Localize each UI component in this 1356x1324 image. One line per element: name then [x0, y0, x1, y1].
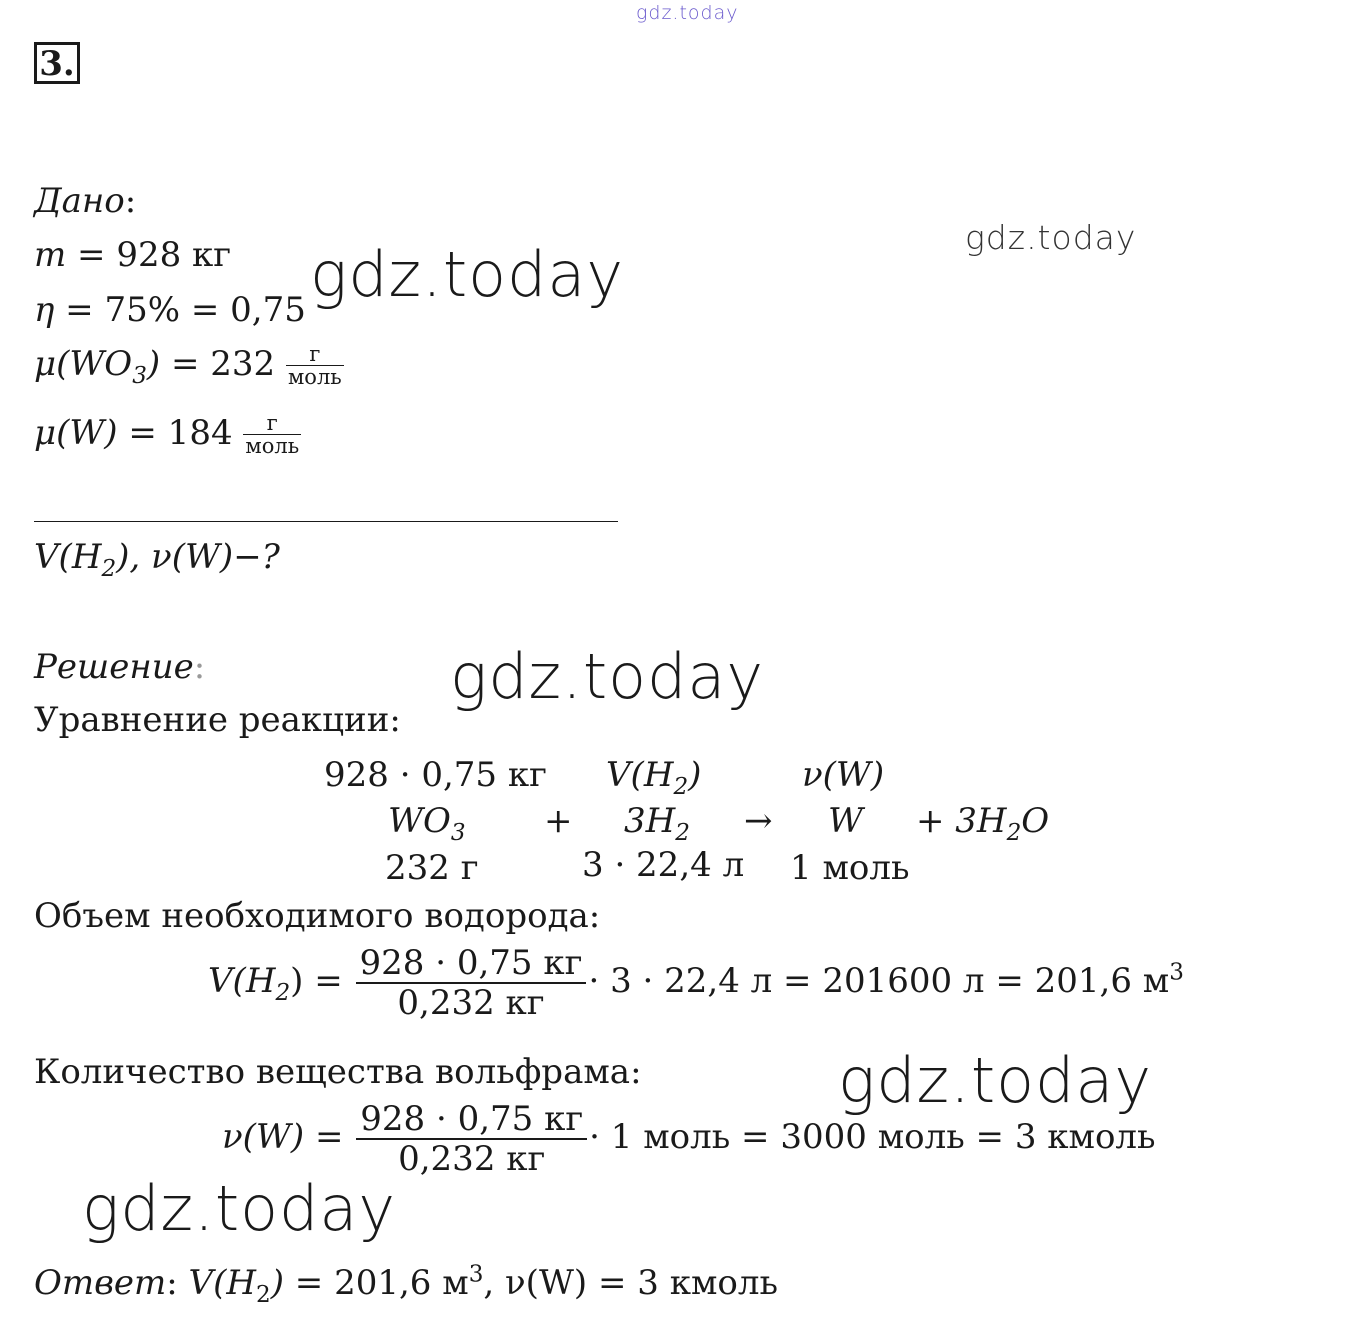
reaction-bot-1: 232 г — [385, 848, 479, 888]
reaction-top-1: 928 · 0,75 кг — [324, 755, 547, 795]
volume-lhs-sub: 2 — [275, 980, 291, 1007]
volume-rhs: · 3 · 22,4 л = 201600 л = 201,6 м — [588, 961, 1170, 1001]
volume-label: Объем необходимого водорода: — [34, 896, 601, 936]
given-yield — [34, 290, 306, 330]
reaction-h2-a: 3H — [624, 801, 676, 841]
reaction-h2o-sub: 2 — [1006, 820, 1022, 847]
reaction-h2 — [624, 801, 690, 847]
unit-num-w: г — [243, 413, 301, 435]
amount-den: 0,232 кг — [398, 1139, 546, 1179]
solution-heading-colon: : — [193, 647, 206, 687]
volume-rhs-sup: 3 — [1169, 959, 1184, 986]
reaction-plus: + — [544, 801, 573, 841]
mu-w-lhs: μ(W) — [34, 413, 118, 453]
mu-wo3-lhs-a: μ(WO — [34, 344, 133, 384]
volume-fraction — [356, 943, 587, 1023]
reaction-wo3 — [388, 801, 466, 847]
volume-den: 0,232 кг — [397, 983, 545, 1023]
answer-c: , ν(W) = 3 кмоль — [483, 1263, 778, 1303]
solution-heading — [34, 647, 206, 687]
reaction-wo3-a: WO — [388, 801, 451, 841]
given-divider — [34, 521, 618, 522]
unit-num: г — [286, 344, 344, 366]
reaction-wo3-sub: 3 — [450, 820, 466, 847]
answer-value-1: = 201,6 м — [283, 1263, 469, 1303]
amount-num: 928 · 0,75 кг — [356, 1102, 587, 1140]
volume-lhs-b: ) = — [290, 961, 343, 1001]
answer-sub: 2 — [256, 1282, 271, 1309]
unit-den: моль — [287, 365, 342, 389]
reaction-arrow: → — [744, 801, 773, 841]
amount-lhs: ν(W) = — [222, 1117, 344, 1157]
given-mass — [34, 235, 232, 275]
watermark-4: gdz.today — [82, 1172, 397, 1245]
reaction-w: W — [828, 801, 863, 841]
eta-symbol: η — [34, 290, 55, 330]
amount-fraction — [356, 1099, 587, 1179]
amount-rhs: · 1 моль = 3000 моль = 3 кмоль — [589, 1117, 1156, 1157]
problem-number: 3. — [34, 42, 80, 84]
eta-value: = 75% = 0,75 — [54, 290, 306, 330]
reaction-top-2 — [606, 755, 702, 801]
mu-wo3-sub: 3 — [132, 363, 147, 390]
watermark-2: gdz.today — [450, 640, 765, 713]
find-sub: 2 — [101, 556, 117, 583]
watermark-1: gdz.today — [310, 238, 625, 311]
watermark-3: gdz.today — [838, 1044, 1153, 1117]
reaction-top-3: ν(W) — [802, 755, 885, 795]
answer-a: V(H — [177, 1263, 257, 1303]
reaction-bot-2: 3 · 22,4 л — [582, 845, 745, 885]
answer-label: Ответ — [34, 1263, 167, 1303]
volume-formula — [208, 943, 1184, 1023]
mu-w-rhs: = 184 — [117, 413, 233, 453]
unit-fraction-w — [243, 413, 301, 457]
answer-b: ) — [270, 1263, 284, 1303]
equation-label: Уравнение реакции: — [34, 700, 401, 740]
reaction-top-2sub: 2 — [673, 774, 689, 801]
watermark-top: gdz.today — [636, 2, 739, 24]
unit-fraction-wo3 — [286, 344, 344, 388]
given-heading-colon: : — [124, 181, 137, 221]
answer-line — [34, 1261, 778, 1309]
volume-lhs — [208, 961, 291, 1007]
given-heading-label: Дано — [34, 181, 125, 221]
find-b: ), ν(W)−? — [116, 537, 280, 577]
answer-colon: : — [166, 1263, 178, 1303]
mu-wo3-lhs-b: ) — [146, 344, 161, 384]
reaction-top-2b: ) — [688, 755, 702, 795]
reaction-h2o-a: + 3H — [916, 801, 1007, 841]
watermark-right-top: gdz.today — [965, 218, 1137, 257]
mass-symbol: m — [34, 235, 67, 275]
solution-heading-label: Решение — [34, 647, 194, 687]
reaction-bot-3: 1 моль — [790, 848, 910, 888]
volume-lhs-a: V(H — [208, 961, 276, 1001]
reaction-h2-sub: 2 — [675, 820, 690, 847]
amount-label: Количество вещества вольфрама: — [34, 1052, 642, 1092]
mu-wo3-rhs: = 232 — [160, 344, 276, 384]
find-a: V(H — [34, 537, 102, 577]
given-molar-mass-wo3 — [34, 344, 344, 388]
reaction-h2o-b: O — [1021, 801, 1050, 841]
answer-sup: 3 — [468, 1261, 484, 1288]
unit-den-w: моль — [245, 434, 300, 458]
given-heading — [34, 181, 137, 221]
reaction-h2o — [916, 801, 1050, 847]
find-line — [34, 537, 280, 583]
reaction-top-2a: V(H — [606, 755, 674, 795]
mu-wo3-lhs — [34, 344, 161, 390]
given-molar-mass-w — [34, 413, 301, 457]
volume-num: 928 · 0,75 кг — [356, 946, 587, 984]
mass-value: = 928 кг — [66, 235, 232, 275]
